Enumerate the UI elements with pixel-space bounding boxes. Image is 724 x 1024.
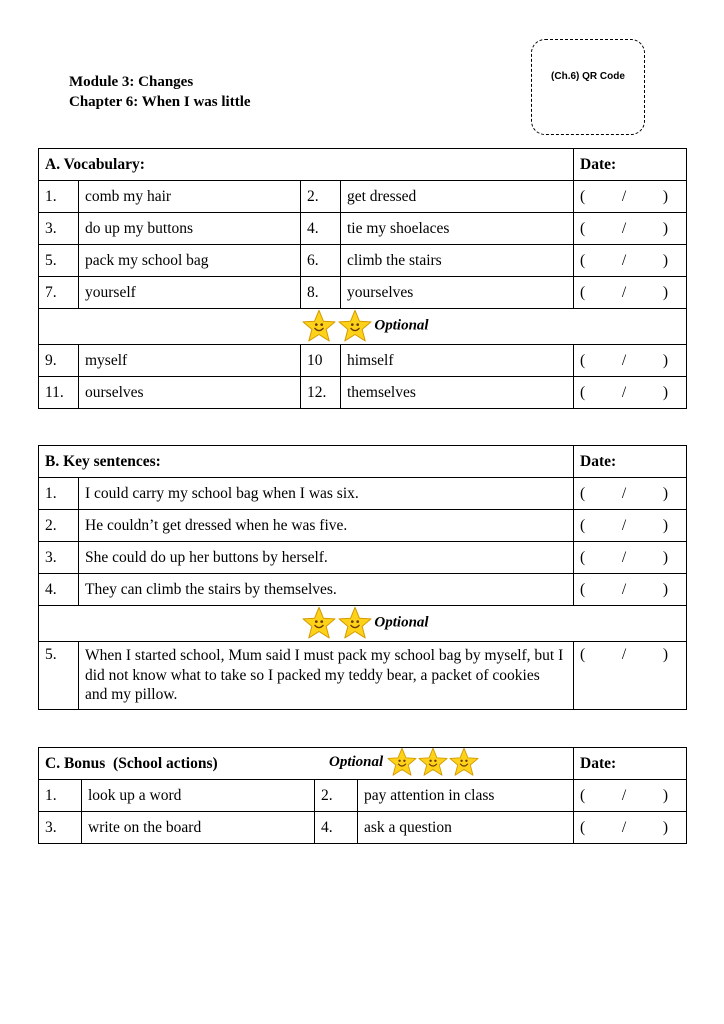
bonus-table	[38, 747, 687, 844]
vocabulary-title: A. Vocabulary:	[39, 149, 574, 181]
table-row	[39, 574, 687, 606]
date-blank[interactable]: ( / )	[574, 780, 687, 812]
smiling-star-icon	[338, 606, 372, 640]
bonus-header-row	[39, 748, 687, 780]
optional-label: Optional	[374, 614, 429, 631]
optional-label: Optional	[329, 753, 384, 770]
item-phrase: pack my school bag	[79, 245, 301, 277]
row-number: 4.	[39, 574, 79, 606]
date-blank[interactable]: ( / )	[574, 542, 687, 574]
item-number: 8.	[301, 277, 341, 309]
sentence-text: I could carry my school bag when I was six.	[79, 478, 574, 510]
item-number: 5.	[39, 245, 79, 277]
item-number: 1.	[39, 780, 82, 812]
date-blank[interactable]: ( / )	[574, 510, 687, 542]
smiling-star-icon	[302, 309, 336, 343]
item-phrase: themselves	[341, 377, 574, 409]
optional-label: Optional	[374, 317, 429, 334]
stars-group	[302, 606, 374, 640]
item-phrase: ask a question	[358, 812, 574, 844]
item-phrase: myself	[79, 345, 301, 377]
table-row	[39, 478, 687, 510]
table-row	[39, 245, 687, 277]
table-row	[39, 510, 687, 542]
item-number: 2.	[315, 780, 358, 812]
date-blank[interactable]: ( / )	[574, 377, 687, 409]
date-blank[interactable]: ( / )	[574, 277, 687, 309]
item-number: 2.	[301, 181, 341, 213]
key-sentences-table	[38, 445, 687, 710]
item-number: 4.	[301, 213, 341, 245]
item-number: 6.	[301, 245, 341, 277]
item-phrase: pay attention in class	[358, 780, 574, 812]
item-phrase: do up my buttons	[79, 213, 301, 245]
page-header	[69, 72, 251, 112]
row-number: 2.	[39, 510, 79, 542]
date-header: Date:	[574, 149, 687, 181]
table-row	[39, 812, 687, 844]
item-phrase: get dressed	[341, 181, 574, 213]
sentence-text: They can climb the stairs by themselves.	[79, 574, 574, 606]
vocabulary-header-row	[39, 149, 687, 181]
table-row	[39, 642, 687, 710]
date-blank[interactable]: ( / )	[574, 642, 687, 710]
stars-group	[387, 748, 480, 778]
date-blank[interactable]: ( / )	[574, 245, 687, 277]
item-phrase: ourselves	[79, 377, 301, 409]
sentence-text: He couldn’t get dressed when he was five.	[79, 510, 574, 542]
key-sentences-title: B. Key sentences:	[39, 446, 574, 478]
date-blank[interactable]: ( / )	[574, 213, 687, 245]
date-blank[interactable]: ( / )	[574, 181, 687, 213]
stars-group	[302, 309, 374, 343]
date-blank[interactable]: ( / )	[574, 574, 687, 606]
smiling-star-icon	[449, 748, 479, 778]
row-number: 3.	[39, 542, 79, 574]
item-phrase: climb the stairs	[341, 245, 574, 277]
qr-code-placeholder	[531, 39, 645, 135]
item-number: 7.	[39, 277, 79, 309]
sentence-text: She could do up her buttons by herself.	[79, 542, 574, 574]
bonus-title: C. Bonus (School actions)	[45, 754, 218, 772]
item-number: 3.	[39, 213, 79, 245]
item-phrase: write on the board	[82, 812, 315, 844]
item-phrase: comb my hair	[79, 181, 301, 213]
smiling-star-icon	[387, 748, 417, 778]
chapter-title: Chapter 6: When I was little	[69, 94, 251, 110]
date-header: Date:	[574, 446, 687, 478]
table-row	[39, 213, 687, 245]
item-number: 1.	[39, 181, 79, 213]
item-number: 10	[301, 345, 341, 377]
item-number: 11.	[39, 377, 79, 409]
bonus-title-cell	[39, 748, 574, 780]
table-row	[39, 345, 687, 377]
date-blank[interactable]: ( / )	[574, 478, 687, 510]
date-header: Date:	[574, 748, 687, 780]
item-number: 9.	[39, 345, 79, 377]
item-phrase: look up a word	[82, 780, 315, 812]
item-number: 12.	[301, 377, 341, 409]
smiling-star-icon	[418, 748, 448, 778]
optional-row	[39, 309, 687, 345]
item-phrase: himself	[341, 345, 574, 377]
optional-row	[39, 606, 687, 642]
row-number: 5.	[39, 642, 79, 710]
item-phrase: yourself	[79, 277, 301, 309]
module-title: Module 3: Changes	[69, 74, 194, 90]
date-blank[interactable]: ( / )	[574, 345, 687, 377]
item-number: 3.	[39, 812, 82, 844]
table-row	[39, 780, 687, 812]
smiling-star-icon	[302, 606, 336, 640]
smiling-star-icon	[338, 309, 372, 343]
sentence-text: When I started school, Mum said I must pack my school bag by myself, but I did not know what to take so I packed my teddy bear, a packet of cookies and my pillow.	[79, 642, 574, 710]
item-number: 4.	[315, 812, 358, 844]
table-row	[39, 277, 687, 309]
item-phrase: yourselves	[341, 277, 574, 309]
table-row	[39, 542, 687, 574]
table-row	[39, 181, 687, 213]
date-blank[interactable]: ( / )	[574, 812, 687, 844]
key-sentences-header-row	[39, 446, 687, 478]
qr-code-label: (Ch.6) QR Code	[551, 71, 625, 82]
item-phrase: tie my shoelaces	[341, 213, 574, 245]
row-number: 1.	[39, 478, 79, 510]
vocabulary-table	[38, 148, 687, 409]
table-row	[39, 377, 687, 409]
